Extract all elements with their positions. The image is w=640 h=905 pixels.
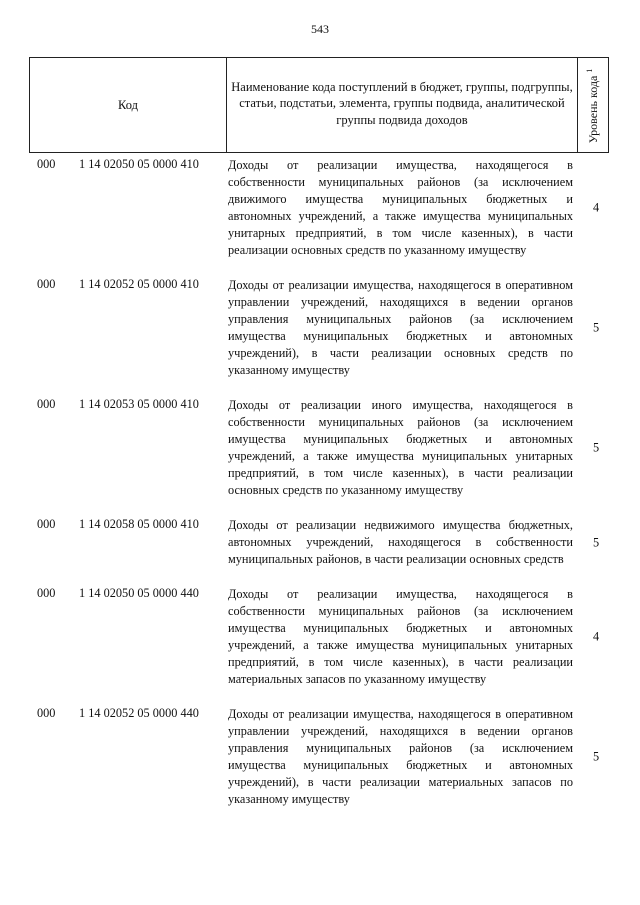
header-level-label	[585, 69, 601, 144]
row-prefix: 000	[37, 397, 56, 411]
row-description: Доходы от реализации имущества, находящегося в собственности муниципальных районов (за исключением движимого имущества муниципальных бюджетных и автономных учреждений, а также имущества муниципальных унитарных предприятий, в том числе казенных), в части реализации основных средств по указанному имуществу	[228, 158, 573, 257]
table-row	[0, 397, 640, 499]
row-code: 1 14 02050 05 0000 410	[79, 157, 199, 171]
page-number: 543	[311, 22, 329, 36]
header-level-text: Уровень кода	[586, 75, 600, 144]
table-row	[0, 277, 640, 379]
row-description: Доходы от реализации имущества, находящегося в собственности муниципальных районов (за исключением имущества муниципальных бюджетных и автономных учреждений, а также имущества муниципальных унитарных предприятий, в том числе казенных), в части реализации материальных запасов по указанному имуществу	[228, 587, 573, 686]
header-name: Наименование кода поступлений в бюджет, группы, подгруппы, статьи, подстатьи, элемента, группы подвида, аналитической группы подвида доходов	[227, 58, 578, 152]
row-code: 1 14 02052 05 0000 410	[79, 277, 199, 291]
row-level: 5	[593, 320, 600, 335]
row-prefix: 000	[37, 277, 56, 291]
table-row	[0, 157, 640, 259]
header-code: Код	[30, 58, 227, 152]
row-prefix: 000	[37, 586, 56, 600]
row-prefix: 000	[37, 517, 56, 531]
row-code: 1 14 02052 05 0000 440	[79, 706, 199, 720]
row-code: 1 14 02058 05 0000 410	[79, 517, 199, 531]
row-code: 1 14 02050 05 0000 440	[79, 586, 199, 600]
row-description: Доходы от реализации иного имущества, находящегося в собственности муниципальных районов (за исключением имущества муниципальных бюджетных и автономных учреждений, а также имущества муниципальных унитарных предприятий, в том числе казенных), в части реализации основных средств по указанному имуществу	[228, 398, 573, 497]
row-code: 1 14 02053 05 0000 410	[79, 397, 199, 411]
table-row	[0, 586, 640, 688]
row-description: Доходы от реализации имущества, находящегося в оперативном управлении учреждений, находящихся в ведении органов управления муниципальных районов (за исключением имущества муниципальных бюджетных и автономных учреждений), в части реализации основных средств по указанному имуществу	[228, 278, 573, 377]
table-row	[0, 706, 640, 808]
row-description: Доходы от реализации имущества, находящегося в оперативном управлении учреждений, находящихся в ведении органов управления муниципальных районов (за исключением имущества муниципальных бюджетных и автономных учреждений), в части реализации материальных запасов по указанному имуществу	[228, 707, 573, 806]
row-description: Доходы от реализации недвижимого имущества бюджетных, автономных учреждений, находящегося в собственности муниципальных районов, в части реализации основных средств	[228, 518, 573, 566]
row-prefix: 000	[37, 706, 56, 720]
row-level: 5	[593, 440, 600, 455]
row-level: 4	[593, 629, 600, 644]
table-body	[0, 157, 640, 826]
header-level	[578, 58, 609, 152]
row-level: 4	[593, 200, 600, 215]
table-row	[0, 517, 640, 568]
row-prefix: 000	[37, 157, 56, 171]
row-level: 5	[593, 535, 600, 549]
header-level-footnote: 1	[585, 68, 594, 73]
table-header	[29, 57, 609, 153]
row-level: 5	[593, 749, 600, 764]
